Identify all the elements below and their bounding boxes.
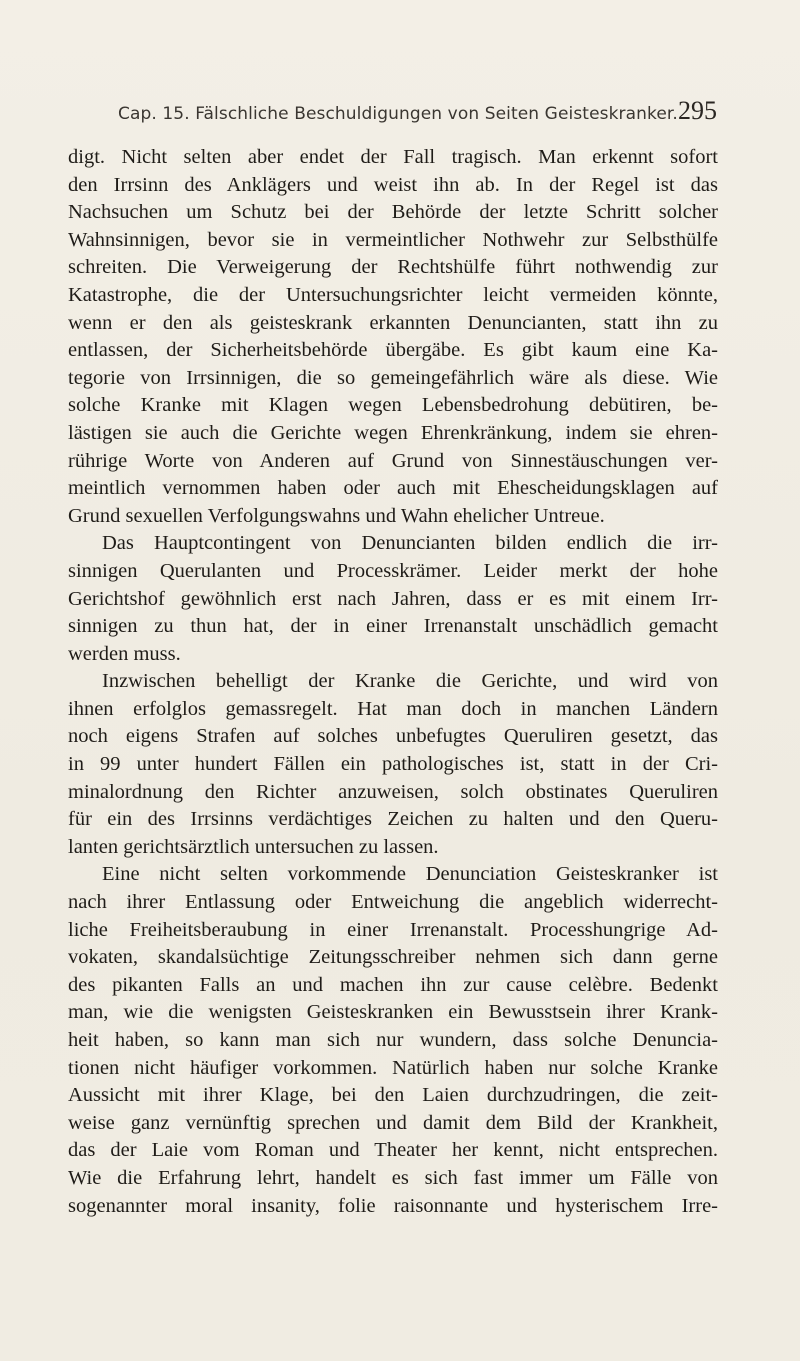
text-line: lästigen sie auch die Gerichte wegen Ehrenkränkung, indem sie ehren- (68, 421, 718, 444)
text-line: weise ganz vernünftig sprechen und damit dem Bild der Krankheit, (68, 1111, 718, 1134)
body-text (68, 144, 718, 1220)
text-line: liche Freiheitsberaubung in einer Irrenanstalt. Processhungrige Ad- (68, 918, 718, 941)
text-line: tegorie von Irrsinnigen, die so gemeingefährlich wäre als diese. Wie (68, 366, 718, 389)
paragraph-end-line: lanten gerichtsärztlich untersuchen zu lassen. (68, 835, 439, 858)
text-line: sinnigen Querulanten und Processkrämer. Leider merkt der hohe (68, 559, 718, 582)
text-line: Wie die Erfahrung lehrt, handelt es sich fast immer um Fälle von (68, 1166, 718, 1189)
text-line: sinnigen zu thun hat, der in einer Irrenanstalt unschädlich gemacht (68, 615, 718, 638)
text-line: Wahnsinnigen, bevor sie in vermeintlicher Nothwehr zur Selbsthülfe (68, 228, 718, 251)
paragraph-end-line: werden muss. (68, 642, 181, 665)
text-line: noch eigens Strafen auf solches unbefugtes Queruliren gesetzt, das (68, 725, 718, 748)
paragraph-start-line: Inzwischen behelligt der Kranke die Gerichte, und wird von (102, 670, 718, 693)
text-line: entlassen, der Sicherheitsbehörde übergäbe. Es gibt kaum eine Ka- (68, 339, 718, 362)
running-title: Cap. 15. Fälschliche Beschuldigungen von Seiten Geisteskranker. (118, 104, 678, 124)
page-number: 295 (677, 96, 717, 125)
text-line: den Irrsinn des Anklägers und weist ihn ab. In der Regel ist das (68, 173, 718, 196)
text-line: rührige Worte von Anderen auf Grund von Sinnestäuschungen ver- (68, 449, 718, 472)
text-line: in 99 unter hundert Fällen ein pathologisches ist, statt in der Cri- (68, 753, 718, 776)
text-line: man, wie die wenigsten Geisteskranken ein Bewusstsein ihrer Krank- (68, 1001, 718, 1024)
paragraph-start-line: Das Hauptcontingent von Denuncianten bilden endlich die irr- (102, 532, 718, 555)
text-line: schreiten. Die Verweigerung der Rechtshülfe führt nothwendig zur (68, 256, 718, 279)
text-line: solche Kranke mit Klagen wegen Lebensbedrohung debütiren, be- (68, 394, 718, 417)
text-line: das der Laie vom Roman und Theater her kennt, nicht entsprechen. (68, 1139, 718, 1162)
text-line: vokaten, skandalsüchtige Zeitungsschreiber nehmen sich dann gerne (68, 946, 718, 969)
running-head (118, 96, 717, 130)
text-line: Katastrophe, die der Untersuchungsrichter leicht vermeiden könnte, (68, 283, 718, 306)
text-line: digt. Nicht selten aber endet der Fall tragisch. Man erkennt sofort (68, 146, 718, 168)
text-line: sogenannter moral insanity, folie raisonnante und hysterischem Irre- (68, 1194, 718, 1217)
text-line: meintlich vernommen haben oder auch mit Ehescheidungsklagen auf (68, 477, 718, 500)
text-line: ihnen erfolglos gemassregelt. Hat man doch in manchen Ländern (68, 697, 718, 720)
text-line: minalordnung den Richter anzuweisen, solch obstinates Queruliren (68, 780, 718, 803)
paragraph-end-line: Grund sexuellen Verfolgungswahns und Wahn ehelicher Untreue. (68, 504, 605, 527)
text-line: Aussicht mit ihrer Klage, bei den Laien durchzudringen, die zeit- (68, 1084, 718, 1107)
text-line: für ein des Irrsinns verdächtiges Zeichen zu halten und den Queru- (68, 808, 718, 831)
text-line: heit haben, so kann man sich nur wundern, dass solche Denuncia- (68, 1029, 718, 1051)
text-line: wenn er den als geisteskrank erkannten Denuncianten, statt ihn zu (68, 311, 718, 334)
text-line: nach ihrer Entlassung oder Entweichung die angeblich widerrecht- (68, 891, 718, 914)
text-line: des pikanten Falls an und machen ihn zur cause celèbre. Bedenkt (68, 973, 718, 996)
paragraph-start-line: Eine nicht selten vorkommende Denunciation Geisteskranker ist (102, 863, 718, 886)
text-line: tionen nicht häufiger vorkommen. Natürlich haben nur solche Kranke (68, 1056, 718, 1079)
text-line: Gerichtshof gewöhnlich erst nach Jahren, dass er es mit einem Irr- (68, 587, 718, 610)
text-line: Nachsuchen um Schutz bei der Behörde der letzte Schritt solcher (68, 201, 718, 224)
